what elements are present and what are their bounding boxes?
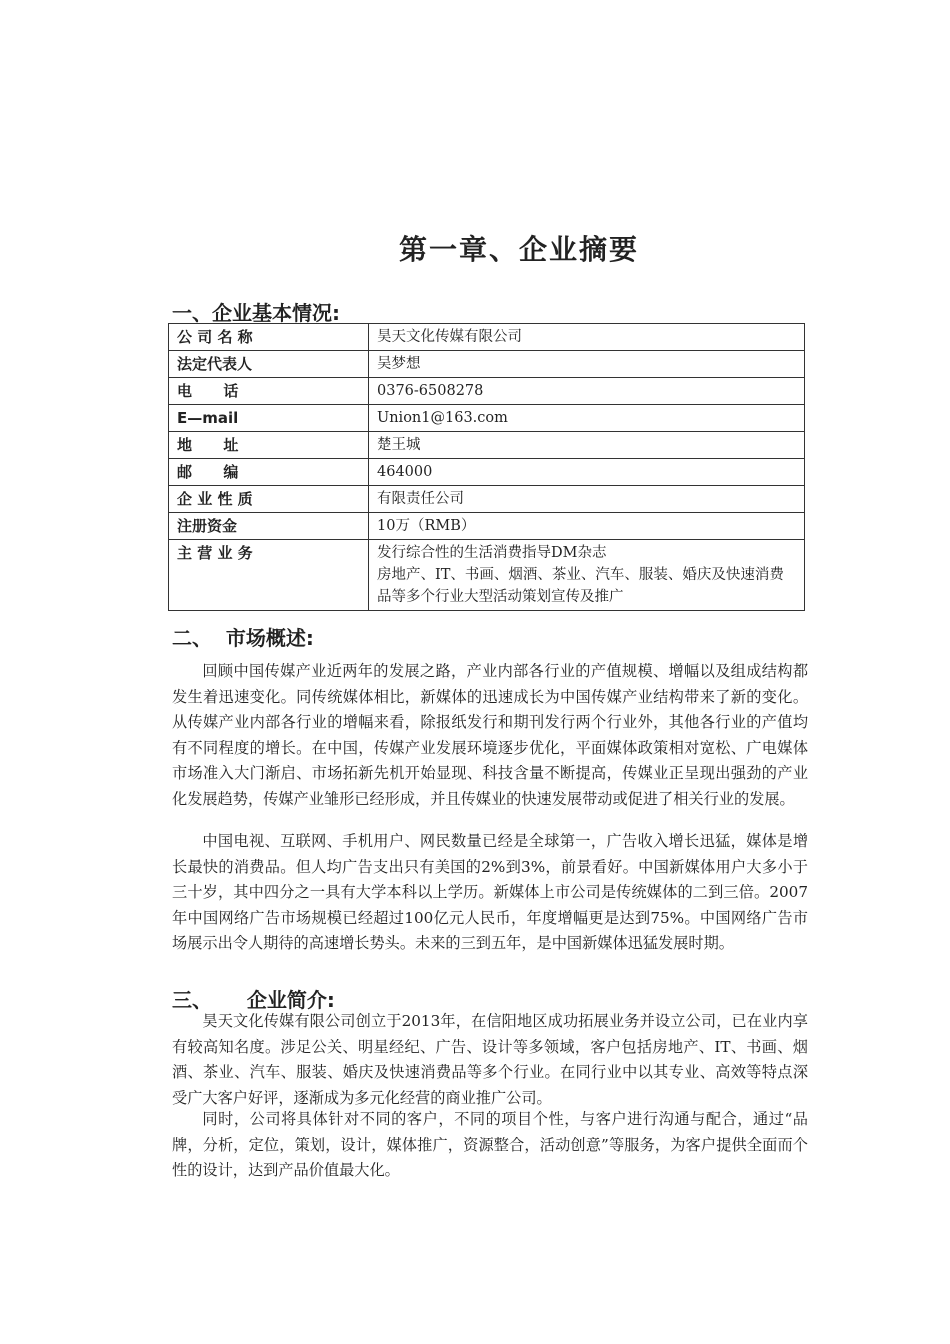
row-label — [169, 324, 369, 351]
market-paragraph-2: 中国电视、互联网、手机用户、网民数量已经是全球第一，广告收入增长迅猛，媒体是增长最快的消费品。但人均广告支出只有美国的2%到3%，前景看好。中国新媒体用户大多小于三十岁，其中四分之一具有大学本科以上学历。新媒体上市公司是传统媒体的二到三倍。2007年中国网络广告市场规模已经超过100亿元人民币，年度增幅更是达到75%。中国网络广告市场展示出令人期待的高速增长势头。未来的三到五年，是中国新媒体迅猛发展时期。 — [172, 832, 808, 952]
row-value: 楚王城 — [369, 432, 805, 459]
label-text: 注册资金 — [177, 517, 238, 535]
section-heading-basic-info: 一、企业基本情况: — [172, 301, 340, 325]
label-text: 企 业 性 质 — [177, 490, 253, 508]
row-label — [169, 486, 369, 513]
table-row — [169, 540, 805, 611]
business-line: 房地产、IT、书画、烟酒、茶业、汽车、服装、婚庆及快速消费品等多个行业大型活动策划宣传及推广 — [377, 567, 784, 605]
label-text: E—mail — [177, 409, 239, 427]
label-text: 电 话 — [177, 382, 239, 400]
table-row — [169, 351, 805, 378]
row-label — [169, 351, 369, 378]
row-label — [169, 540, 369, 611]
row-value: 吴梦想 — [369, 351, 805, 378]
row-label — [169, 405, 369, 432]
row-value: 464000 — [369, 459, 805, 486]
row-value: 0376-6508278 — [369, 378, 805, 405]
market-paragraph-1: 回顾中国传媒产业近两年的发展之路，产业内部各行业的产值规模、增幅以及组成结构都发生着迅速变化。同传统媒体相比，新媒体的迅速成长为中国传媒产业结构带来了新的变化。从传媒产业内部各行业的增幅来看，除报纸发行和期刊发行两个行业外，其他各行业的产值均有不同程度的增长。在中国，传媒产业发展环境逐步优化，平面媒体政策相对宽松、广电媒体市场准入大门渐启、市场拓新先机开始显现、科技含量不断提高，传媒业正呈现出强劲的产业化发展趋势，传媒产业雏形已经形成，并且传媒业的快速发展带动或促进了相关行业的发展。 — [172, 662, 808, 808]
row-label — [169, 513, 369, 540]
row-value: Union1@163.com — [369, 405, 805, 432]
row-value: 10万（RMB） — [369, 513, 805, 540]
label-text: 邮 编 — [177, 463, 239, 481]
table-row — [169, 405, 805, 432]
table-row — [169, 378, 805, 405]
row-value: 有限责任公司 — [369, 486, 805, 513]
row-label — [169, 459, 369, 486]
section-heading-intro: 三、 企业简介: — [172, 988, 335, 1012]
intro-paragraph-1: 昊天文化传媒有限公司创立于2013年，在信阳地区成功拓展业务并设立公司，已在业内享有较高知名度。涉足公关、明星经纪、广告、设计等多领域，客户包括房地产、IT、书画、烟酒、茶业、汽车、服装、婚庆及快速消费品等多个行业。在同行业中以其专业、高效等特点深受广大客户好评，逐渐成为多元化经营的商业推广公司。 — [172, 1012, 808, 1107]
table-row — [169, 459, 805, 486]
row-label — [169, 378, 369, 405]
chapter-title: 第一章、企业摘要 — [398, 233, 639, 266]
business-line: 发行综合性的生活消费指导DM杂志 — [377, 545, 607, 561]
company-info-table — [168, 323, 805, 611]
label-text: 主 营 业 务 — [177, 544, 253, 562]
label-text: 公 司 名 称 — [177, 328, 253, 346]
section-heading-market: 二、 市场概述: — [172, 626, 314, 650]
table-row — [169, 432, 805, 459]
table-row — [169, 513, 805, 540]
row-label — [169, 432, 369, 459]
table-row — [169, 486, 805, 513]
label-text: 地 址 — [177, 436, 239, 454]
row-value: 昊天文化传媒有限公司 — [369, 324, 805, 351]
intro-paragraph-2: 同时，公司将具体针对不同的客户，不同的项目个性，与客户进行沟通与配合，通过“品牌，分析，定位，策划，设计，媒体推广，资源整合，活动创意”等服务，为客户提供全面而个性的设计，达到产品价值最大化。 — [172, 1110, 808, 1179]
label-text: 法定代表人 — [177, 355, 253, 373]
row-value — [369, 540, 805, 611]
table-row — [169, 324, 805, 351]
